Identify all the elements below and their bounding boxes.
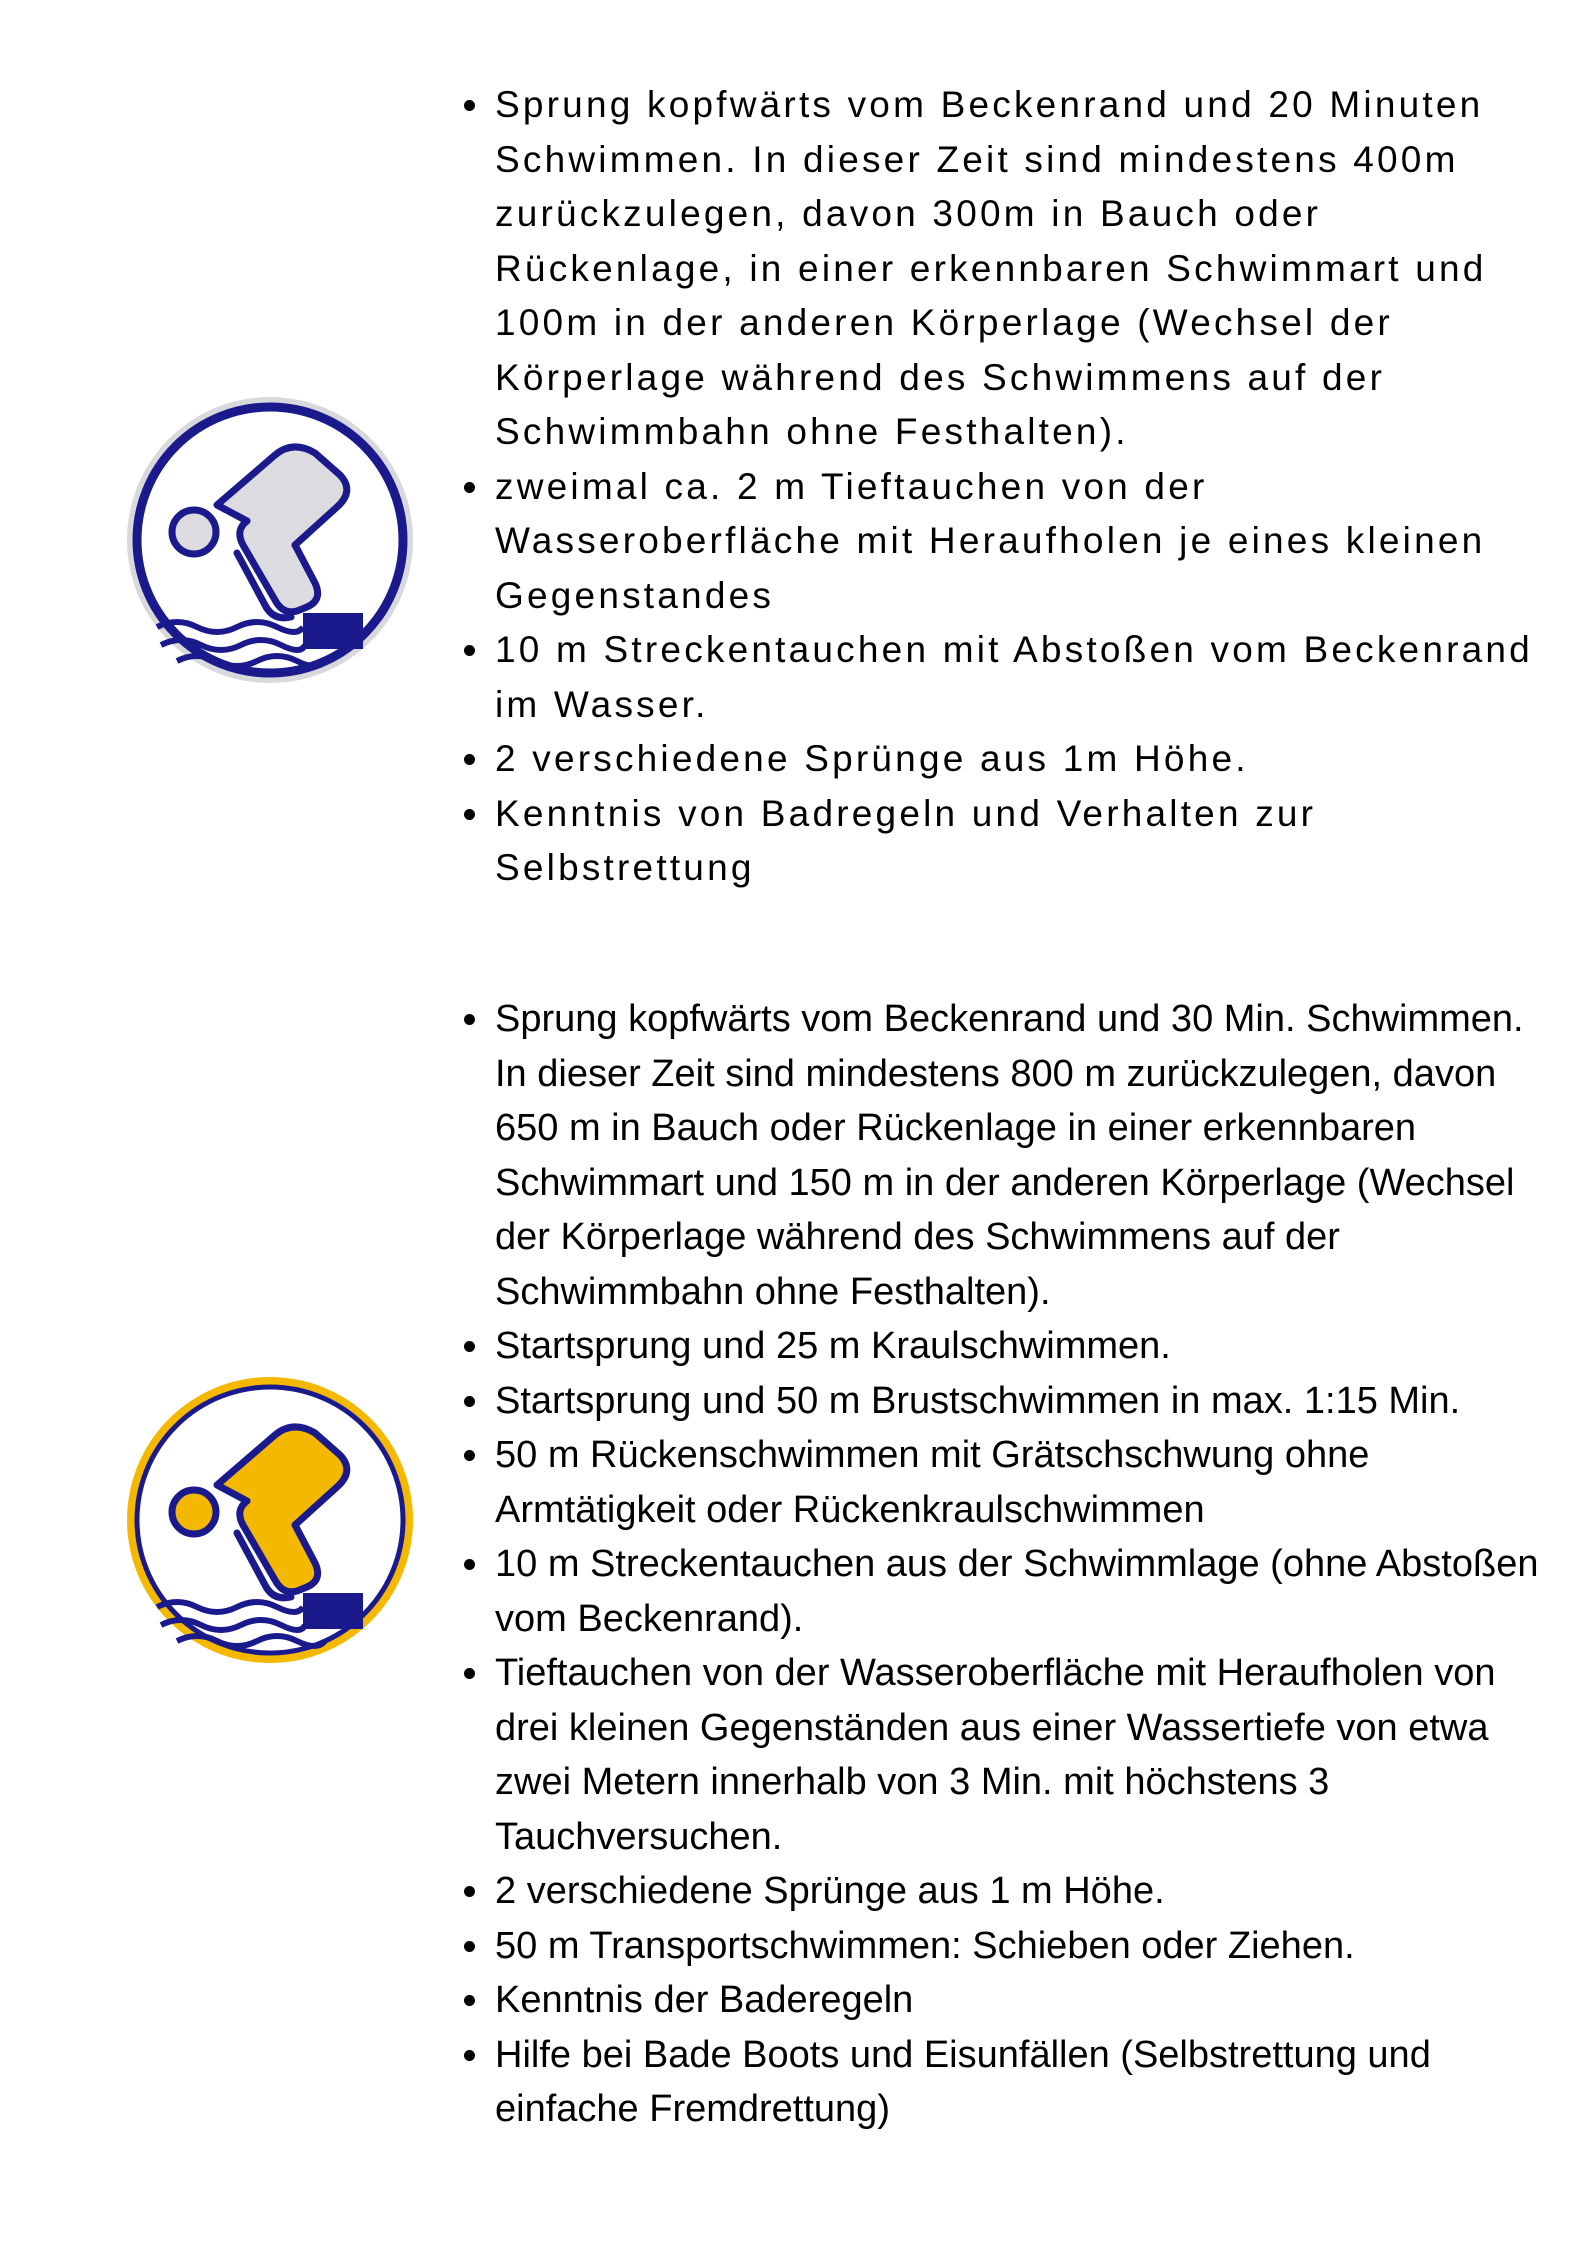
list-item: 2 verschiedene Sprünge aus 1m Höhe. (495, 732, 1565, 787)
list-item: 10 m Streckentauchen mit Abstoßen vom Beckenrand im Wasser. (495, 623, 1565, 732)
list-item: 50 m Rückenschwimmen mit Grätschschwung ohne Armtätigkeit oder Rückenkraulschwimmen (495, 1428, 1565, 1537)
swimmer-head (172, 1490, 216, 1534)
swimmer-diving-icon (125, 1375, 415, 1665)
diving-block (303, 613, 363, 649)
list-item: 50 m Transportschwimmen: Schieben oder Ziehen. (495, 1919, 1565, 1974)
swimmer-diving-icon (125, 395, 415, 685)
swimmer-head (172, 510, 216, 554)
list-item: zweimal ca. 2 m Tieftauchen von der Wasseroberfläche mit Heraufholen je eines kleinen Gegenstandes (495, 460, 1565, 624)
list-item: Startsprung und 25 m Kraulschwimmen. (495, 1319, 1565, 1374)
list-item: Startsprung und 50 m Brustschwimmen in max. 1:15 Min. (495, 1374, 1565, 1429)
list-item: 2 verschiedene Sprünge aus 1 m Höhe. (495, 1864, 1565, 1919)
silver-swim-badge (125, 395, 415, 685)
diving-block (303, 1593, 363, 1629)
gold-swim-badge (125, 1375, 415, 1665)
list-item: 10 m Streckentauchen aus der Schwimmlage (ohne Abstoßen vom Beckenrand). (495, 1537, 1565, 1646)
list-item: Sprung kopfwärts vom Beckenrand und 30 Min. Schwimmen. In dieser Zeit sind mindestens 800 m zurückzulegen, davon 650 m in Bauch oder Rückenlage in einer erkennbaren Schwimmart und 150 m in der anderen Körperlage (Wechsel der Körperlage während des Schwimmens auf der Schwimmbahn ohne Festhalten). (495, 992, 1565, 1319)
silver-requirements-list (495, 78, 1565, 896)
list-item: Sprung kopfwärts vom Beckenrand und 20 Minuten Schwimmen. In dieser Zeit sind mindestens 400m zurückzulegen, davon 300m in Bauch oder Rückenlage, in einer erkennbaren Schwimmart und 100m in der anderen Körperlage (Wechsel der Körperlage während des Schwimmens auf der Schwimmbahn ohne Festhalten). (495, 78, 1565, 460)
list-item: Hilfe bei Bade Boots und Eisunfällen (Selbstrettung und einfache Fremdrettung) (495, 2028, 1565, 2137)
list-item: Kenntnis von Badregeln und Verhalten zur Selbstrettung (495, 787, 1565, 896)
gold-requirements-list (495, 992, 1565, 2137)
list-item: Kenntnis der Baderegeln (495, 1973, 1565, 2028)
list-item: Tieftauchen von der Wasseroberfläche mit Heraufholen von drei kleinen Gegenständen aus einer Wassertiefe von etwa zwei Metern innerhalb von 3 Min. mit höchstens 3 Tauchversuchen. (495, 1646, 1565, 1864)
